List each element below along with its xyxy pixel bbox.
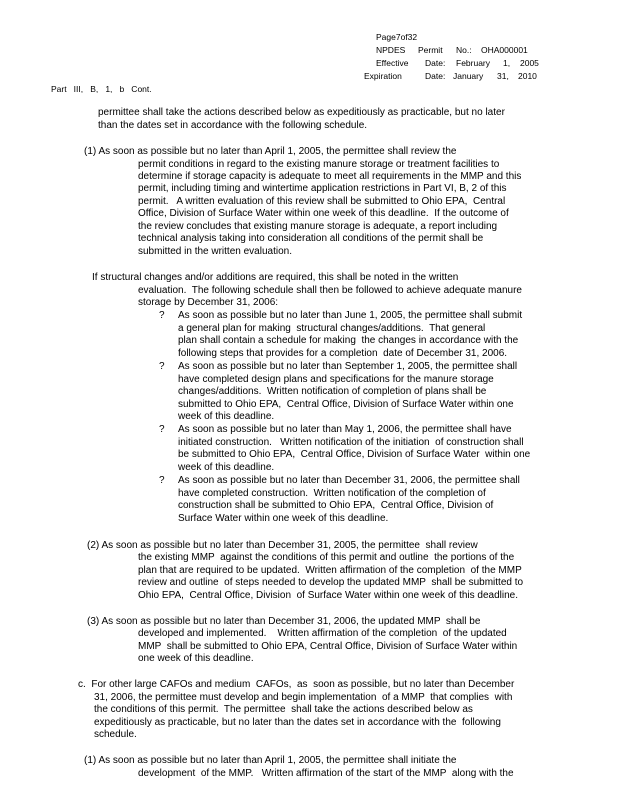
text-line: permittee shall take the actions described below as expeditiously as practicable, but no later <box>98 107 505 118</box>
text-line: submitted to Ohio EPA, Central Office, Division of Surface Water within one <box>178 399 514 410</box>
expiration-date-label: Date: <box>425 71 446 81</box>
text-line: one week of this deadline. <box>138 653 254 664</box>
part-reference: Part III, B, 1, b Cont. <box>51 84 152 94</box>
permit-number: OHA000001 <box>481 45 528 55</box>
text-line: 31, 2006, the permittee must develop and begin implementation of a MMP that complies with <box>94 692 513 703</box>
text-line: week of this deadline. <box>178 411 275 422</box>
text-line: Office, Division of Surface Water within one week of this deadline. If the outcome of <box>138 208 509 219</box>
bullet-marker: ? <box>159 424 165 435</box>
text-line: the existing MMP against the conditions of this permit and outline the portions of the <box>138 552 515 563</box>
effective-year: 2005 <box>520 58 539 68</box>
text-line: MMP shall be submitted to Ohio EPA, Central Office, Division of Surface Water within <box>138 641 518 652</box>
bullet-marker: ? <box>159 310 165 321</box>
text-line: week of this deadline. <box>178 462 275 473</box>
text-line: c. For other large CAFOs and medium CAFOs, as soon as possible, but no later than December <box>78 679 515 690</box>
text-line: As soon as possible but no later than December 31, 2006, the permittee shall <box>178 475 520 486</box>
expiration-label: Expiration <box>364 71 402 81</box>
text-line: (3) As soon as possible but no later than December 31, 2006, the updated MMP shall be <box>87 616 481 627</box>
permit-label: Permit <box>418 45 443 55</box>
effective-label: Effective <box>376 58 409 68</box>
text-line: If structural changes and/or additions are required, this shall be noted in the written <box>92 272 459 283</box>
text-line: (2) As soon as possible but no later than December 31, 2005, the permittee shall review <box>87 540 478 551</box>
text-line: the conditions of this permit. The permittee shall take the actions described below as <box>94 704 473 715</box>
text-line: construction shall be submitted to Ohio EPA, Central Office, Division of <box>178 500 494 511</box>
effective-month: February <box>456 58 491 68</box>
text-line: development of the MMP. Written affirmation of the start of the MMP along with the <box>138 768 514 779</box>
text-line: permit, including timing and wintertime application restrictions in Part VI, B, 2 of this <box>138 183 507 194</box>
text-line: submitted in the written evaluation. <box>138 246 292 257</box>
text-line: Surface Water within one week of this deadline. <box>178 513 389 524</box>
effective-day: 1, <box>503 58 511 68</box>
text-line: permit conditions in regard to the existing manure storage or treatment facilities to <box>138 159 500 170</box>
text-line: schedule. <box>94 729 137 740</box>
text-line: the review concludes that existing manure storage is adequate, a report including <box>138 221 498 232</box>
text-line: technical analysis taking into consideration all conditions of the permit shall be <box>138 233 484 244</box>
text-line: As soon as possible but no later than September 1, 2005, the permittee shall <box>178 361 518 372</box>
text-line: plan that are required to be updated. Written affirmation of the completion of the MMP <box>138 565 522 576</box>
text-line: have completed design plans and specifications for the manure storage <box>178 374 494 385</box>
bullet-marker: ? <box>159 475 165 486</box>
text-line: than the dates set in accordance with the following schedule. <box>98 120 368 131</box>
bullet-marker: ? <box>159 361 165 372</box>
expiration-year: 2010 <box>518 71 537 81</box>
text-line: evaluation. The following schedule shall then be followed to achieve adequate manure <box>138 285 522 296</box>
text-line: expeditiously as practicable, but no later than the dates set in accordance with the following <box>94 717 501 728</box>
text-line: determine if storage capacity is adequate to meet all requirements in the MMP and this <box>138 171 522 182</box>
text-line: following steps that provides for a completion date of December 31, 2006. <box>178 348 508 359</box>
text-line: Ohio EPA, Central Office, Division of Surface Water within one week of this deadline. <box>138 590 518 601</box>
text-line: permit. A written evaluation of this review shall be submitted to Ohio EPA, Central <box>138 196 506 207</box>
text-line: developed and implemented. Written affirmation of the completion of the updated <box>138 628 507 639</box>
text-line: review and outline of steps needed to develop the updated MMP shall be submitted to <box>138 577 524 588</box>
text-line: be submitted to Ohio EPA, Central Office, Division of Surface Water within one <box>178 449 531 460</box>
text-line: changes/additions. Written notification of completion of plans shall be <box>178 386 487 397</box>
expiration-month: January <box>453 71 484 81</box>
text-line: (1) As soon as possible but no later than April 1, 2005, the permittee shall review the <box>84 146 457 157</box>
page-number: Page7of32 <box>376 32 418 42</box>
text-line: storage by December 31, 2006: <box>138 297 279 308</box>
text-line: (1) As soon as possible but no later than April 1, 2005, the permittee shall initiate the <box>84 755 457 766</box>
expiration-day: 31, <box>497 71 509 81</box>
text-line: plan shall contain a schedule for making the changes in accordance with the <box>178 335 519 346</box>
text-line: initiated construction. Written notification of the initiation of construction shall <box>178 437 524 448</box>
text-line: As soon as possible but no later than May 1, 2006, the permittee shall have <box>178 424 512 435</box>
npdes-label: NPDES <box>376 45 406 55</box>
effective-date-label: Date: <box>425 58 446 68</box>
text-line: a general plan for making structural changes/additions. That general <box>178 323 486 334</box>
permit-no-label: No.: <box>456 45 472 55</box>
text-line: have completed construction. Written notification of the completion of <box>178 488 486 499</box>
text-line: As soon as possible but no later than June 1, 2005, the permittee shall submit <box>178 310 523 321</box>
